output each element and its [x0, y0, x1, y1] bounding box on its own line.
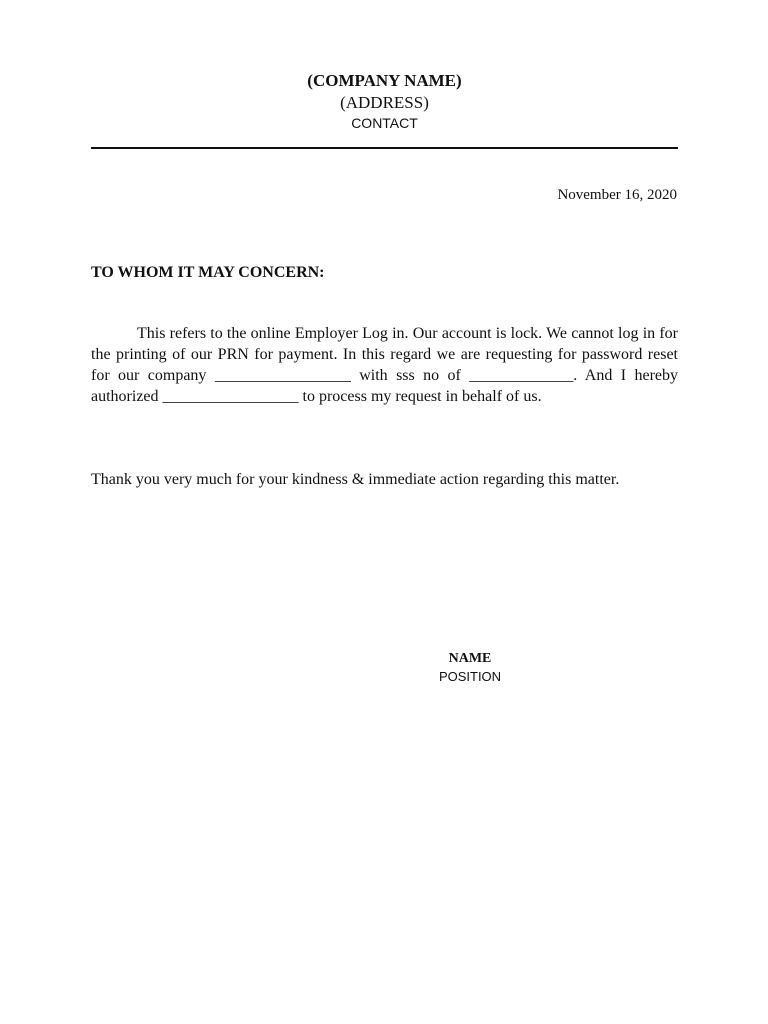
letterhead [91, 70, 678, 132]
company-name: (COMPANY NAME) [307, 71, 462, 90]
company-contact: CONTACT [351, 115, 418, 131]
salutation: TO WHOM IT MAY CONCERN: [91, 264, 325, 281]
letter-date: November 16, 2020 [557, 187, 677, 203]
body-paragraph: This refers to the online Employer Log in. Our account is lock. We cannot log in for the printing of our PRN for payment. In this regard we are requesting for password reset for our company _________________ with sss no of _____________. And I hereby authorized _________________ to process my request in behalf of us. [91, 325, 678, 405]
signatory-position: POSITION [438, 669, 502, 684]
signatory-name: NAME [448, 651, 492, 666]
letterhead-divider [91, 147, 678, 149]
signature-block [420, 650, 520, 685]
closing-paragraph: Thank you very much for your kindness & immediate action regarding this matter. [91, 471, 620, 488]
company-address: (ADDRESS) [340, 93, 429, 112]
